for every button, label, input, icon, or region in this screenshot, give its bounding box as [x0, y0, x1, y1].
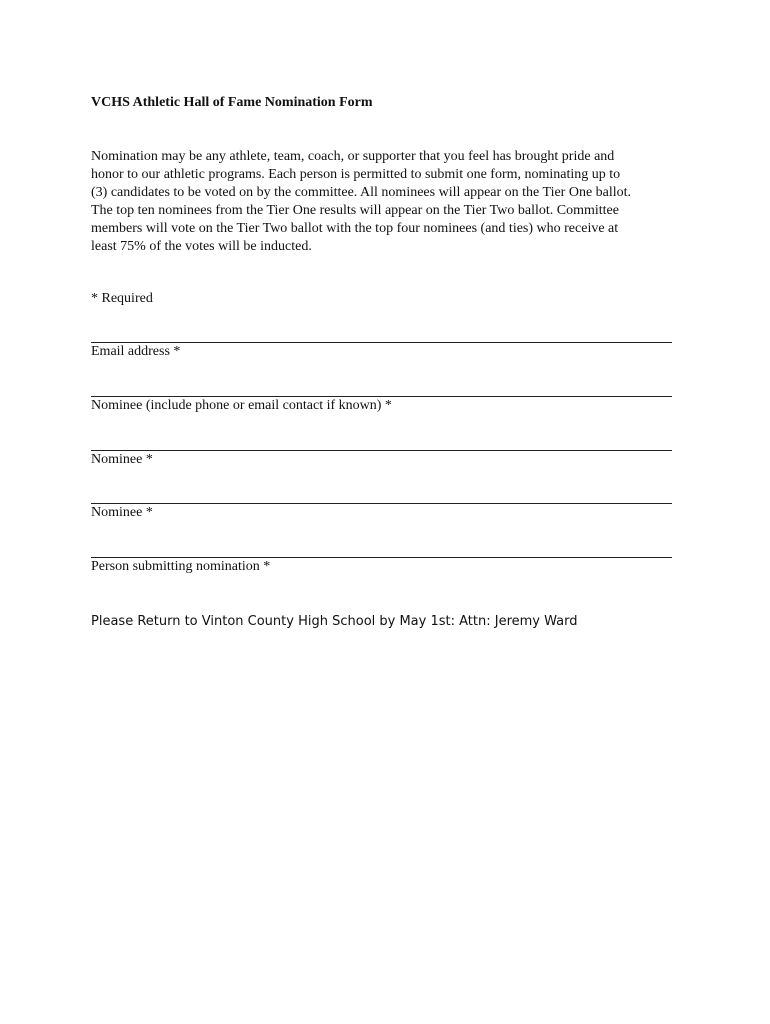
- nominee-2-field[interactable]: [91, 436, 672, 469]
- email-field[interactable]: [91, 328, 672, 361]
- intro-line: least 75% of the votes will be inducted.: [91, 239, 312, 254]
- required-note: * Required: [91, 291, 153, 306]
- field-label: Nominee *: [91, 452, 153, 467]
- intro-line: The top ten nominees from the Tier One results will appear on the Tier Two ballot. Committee: [91, 203, 619, 218]
- field-underline[interactable]: [91, 382, 672, 397]
- field-label: Nominee *: [91, 505, 153, 520]
- intro-line: (3) candidates to be voted on by the committee. All nominees will appear on the Tier One ballot.: [91, 185, 632, 200]
- form-title: VCHS Athletic Hall of Fame Nomination Form: [91, 95, 373, 110]
- field-underline[interactable]: [91, 543, 672, 558]
- intro-line: members will vote on the Tier Two ballot with the top four nominees (and ties) who receive at: [91, 221, 619, 236]
- field-underline[interactable]: [91, 436, 672, 451]
- intro-paragraph: [91, 148, 671, 256]
- nominee-1-field[interactable]: [91, 382, 672, 415]
- field-label: Nominee (include phone or email contact if known) *: [91, 398, 392, 413]
- field-underline[interactable]: [91, 489, 672, 504]
- return-instructions: Please Return to Vinton County High School by May 1st: Attn: Jeremy Ward: [91, 614, 578, 629]
- field-underline[interactable]: [91, 328, 672, 343]
- field-label: Person submitting nomination *: [91, 559, 271, 574]
- nominee-3-field[interactable]: [91, 489, 672, 522]
- submitter-field[interactable]: [91, 543, 672, 576]
- field-label: Email address *: [91, 344, 181, 359]
- intro-line: Nomination may be any athlete, team, coach, or supporter that you feel has brought pride and: [91, 149, 615, 164]
- intro-line: honor to our athletic programs. Each person is permitted to submit one form, nominating up to: [91, 167, 621, 182]
